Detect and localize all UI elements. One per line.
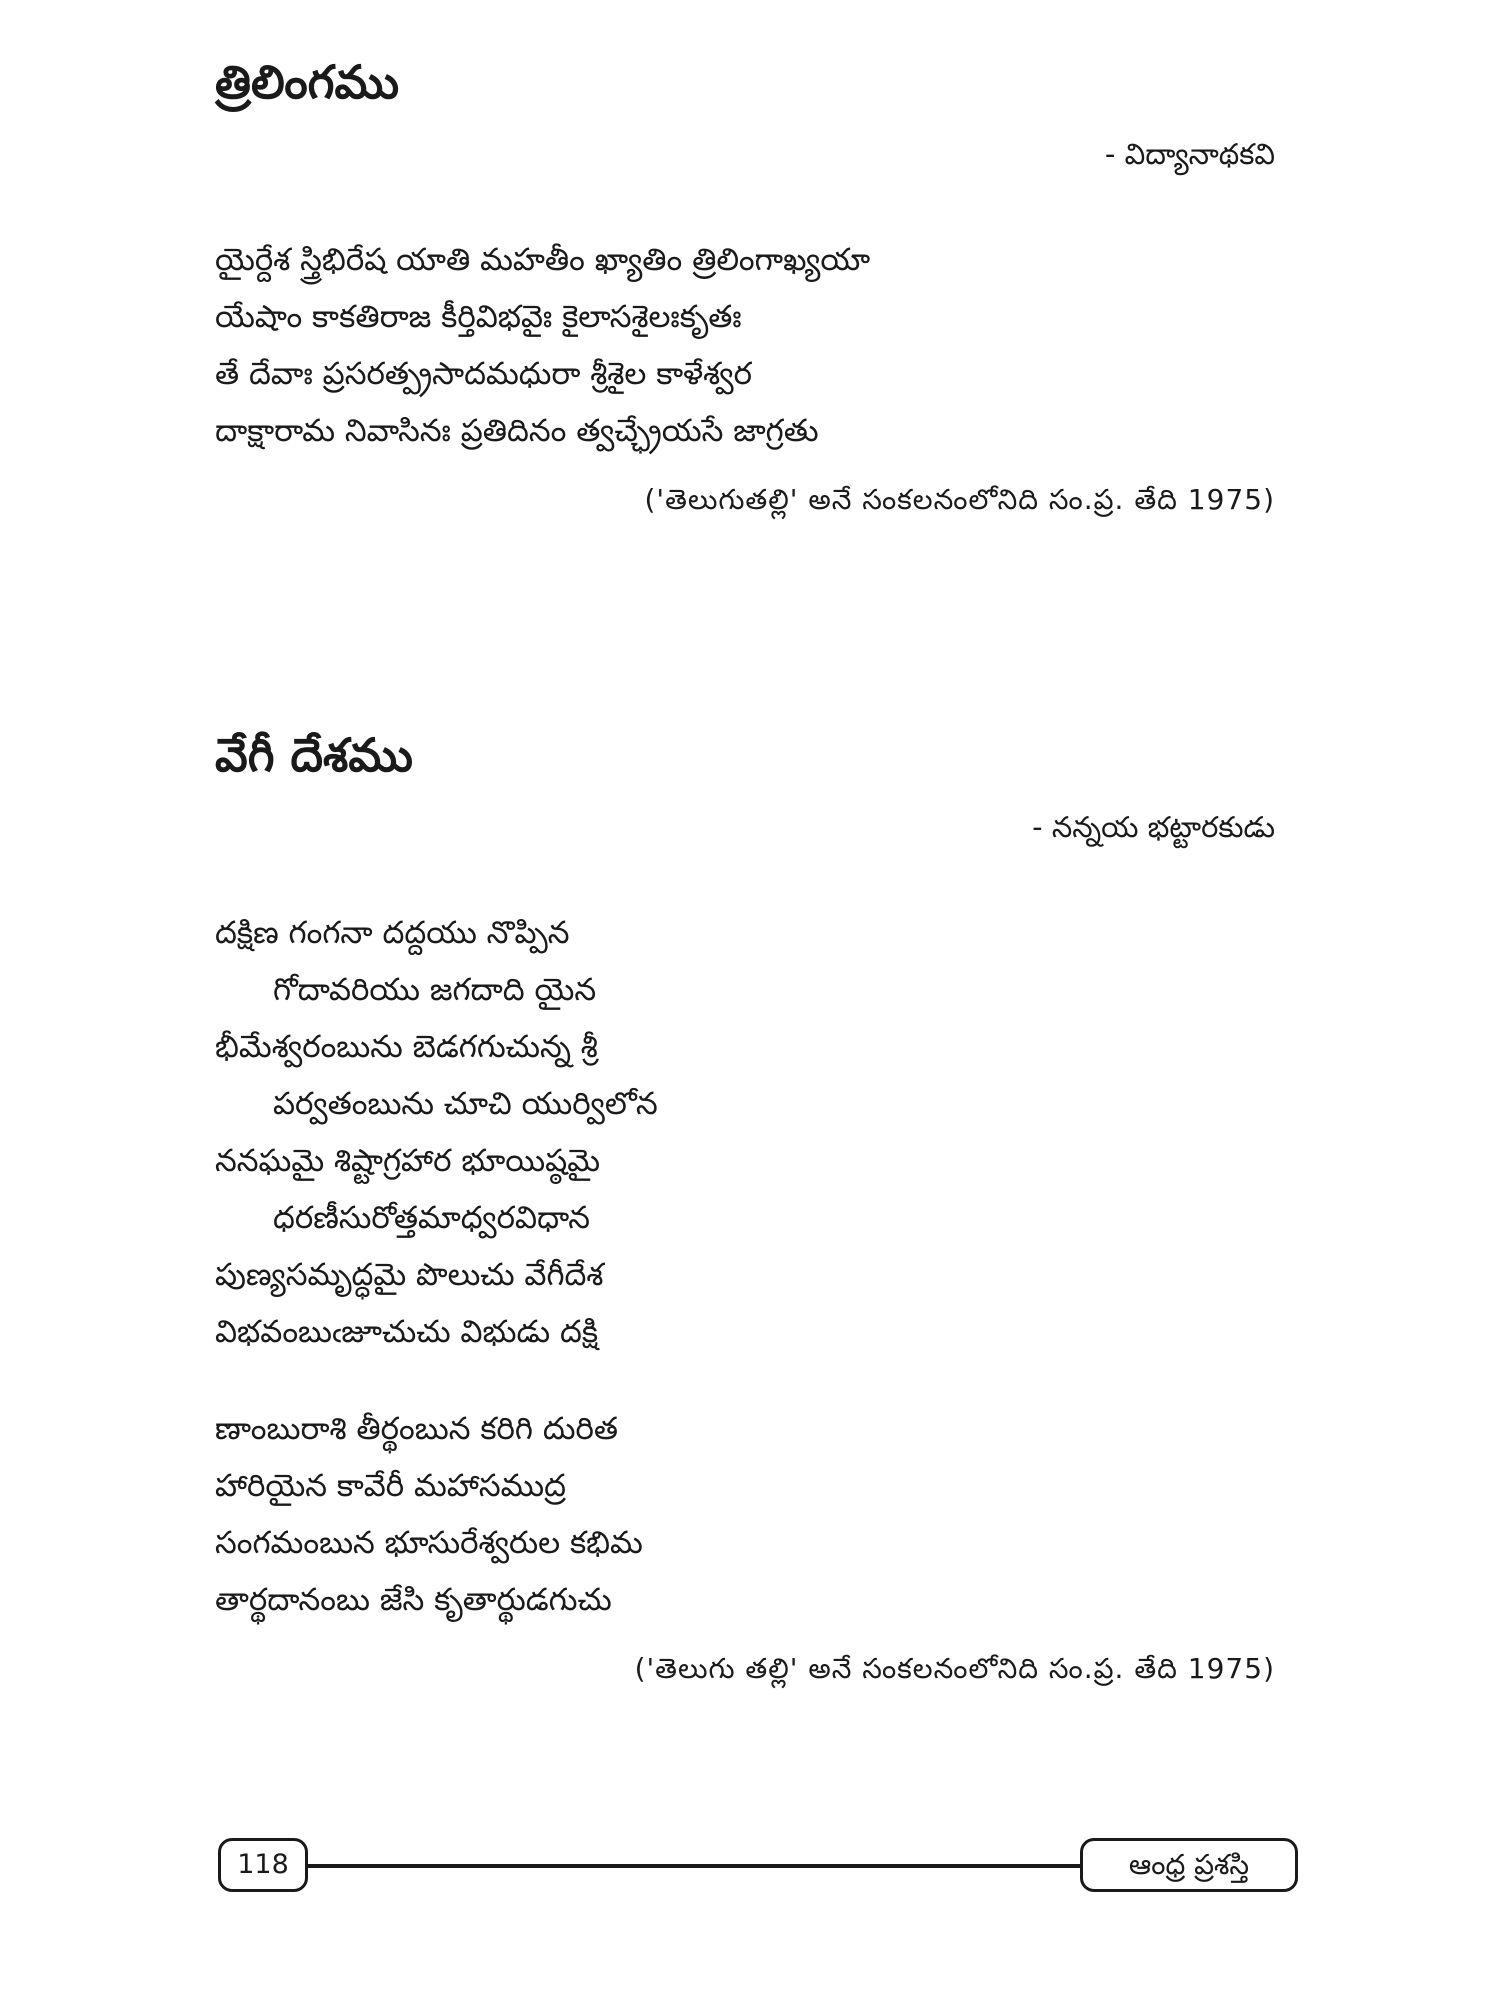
book-title: ఆంధ్ర ప్రశస్తి (1080, 1838, 1298, 1892)
section-author: - నన్నయ భట్టారకుడు (1032, 810, 1275, 844)
source-citation: ('తెలుగుతల్లి' అనే సంకలనంలోనిది సం.ప్ర. తేది 1975) (644, 483, 1275, 516)
verse-line: సంగమంబున భూసురేశ్వరుల కభిమ (215, 1525, 643, 1561)
page-footer (218, 1838, 1298, 1894)
section-trilingamu (215, 52, 1275, 520)
verse-line: ణాంబురాశి తీర్థంబున కరిగి దురిత (215, 1411, 618, 1447)
section-title: త్రిలింగము (215, 55, 400, 109)
verse-line: తే దేవాః ప్రసరత్ప్రసాదమధురా శ్రీశైల కాళేశ్వర (215, 356, 752, 392)
verse-line: యైర్దేశ స్త్రిభిరేష యాతి మహతీం ఖ్యాతిం త్రిలింగాఖ్యయా (215, 242, 871, 278)
section-title: వేగీ దేశము (215, 728, 413, 782)
verse-line: పుణ్యసమృద్ధమై పొలుచు వేగీదేశ (215, 1257, 604, 1293)
verse-line: భీమేశ్వరంబును బెడగగుచున్న శ్రీ (215, 1029, 598, 1065)
page-number: 118 (218, 1838, 308, 1892)
footer-rule (308, 1864, 1080, 1868)
stanza-gap (215, 1361, 1275, 1401)
verse-line: పర్వతంబును చూచి యుర్విలోన (273, 1086, 658, 1122)
verse-line: హారియైన కావేరీ మహాసముద్ర (215, 1468, 567, 1504)
verse-line: విభవంబుఁజూచుచు విభుడు దక్షి (215, 1314, 599, 1350)
verse-line: దక్షిణ గంగనా దద్దయు నొప్పిన (215, 915, 570, 951)
verse-block (215, 905, 1275, 1629)
section-vegi-desamu (215, 725, 1275, 1689)
verse-line: తార్థదానంబు జేసి కృతార్థుడగుచు (215, 1582, 612, 1618)
verse-block (215, 232, 1275, 460)
verse-line: ధరణీసురోత్తమాధ్వరవిధాన (273, 1200, 591, 1236)
verse-line: ననఘమై శిష్టాగ్రహార భూయిష్ఠమై (215, 1143, 601, 1179)
section-author: - విద్యానాథకవి (1104, 137, 1275, 171)
source-citation: ('తెలుగు తల్లి' అనే సంకలనంలోనిది సం.ప్ర. తేది 1975) (634, 1652, 1275, 1685)
verse-line: గోదావరియు జగదాది యైన (273, 972, 597, 1008)
verse-line: యేషాం కాకతిరాజ కీర్తివిభవైః కైలాసశైలఃకృతః (215, 299, 742, 335)
verse-line: దాక్షారామ నివాసినః ప్రతిదినం త్వచ్ఛ్రేయసే జాగ్రతు (215, 413, 819, 449)
